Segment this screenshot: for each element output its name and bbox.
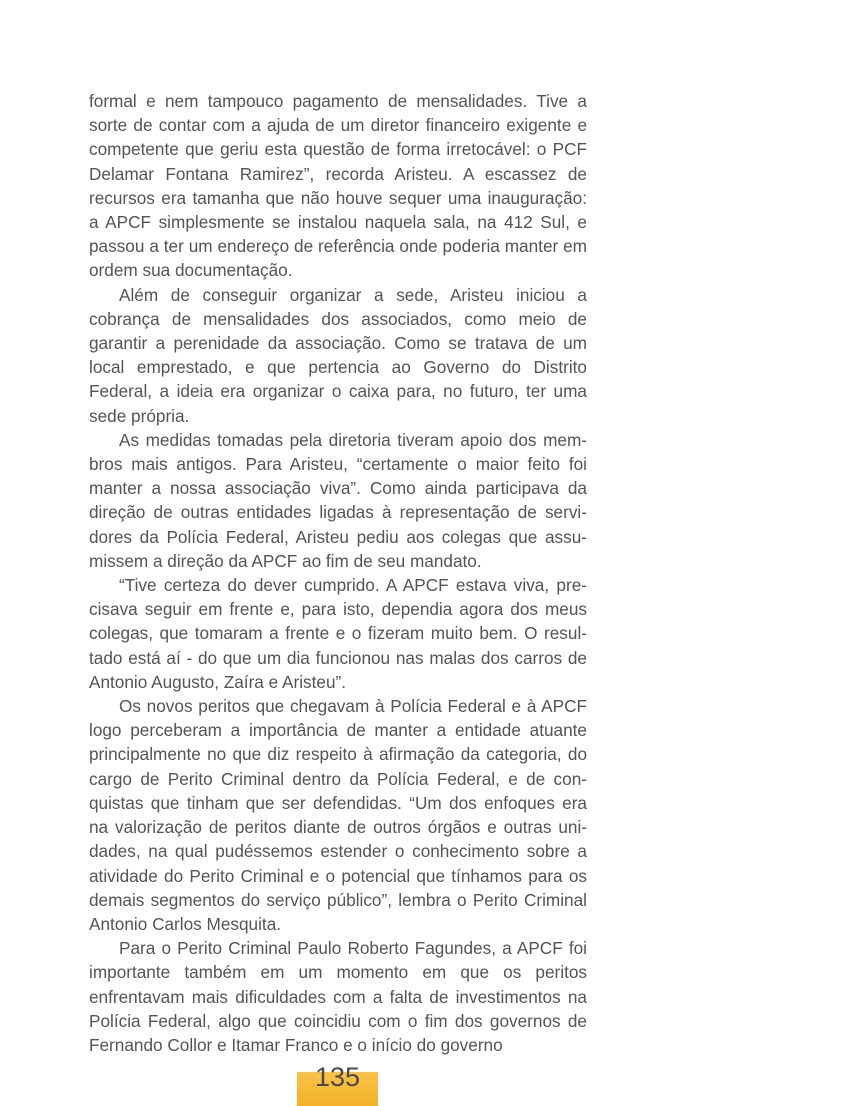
page-number: 135 bbox=[314, 1062, 361, 1092]
paragraph-3: As medidas tomadas pela diretoria tiveram apoio dos membros mais antigos. Para Aristeu, “certamente o maior feito foi manter a nossa associação viva”. Como ainda participava da direção de outras entidades ligadas à representação de servidores da Polícia Federal, Aristeu pediu aos colegas que assumissem a direção da APCF ao fim de seu mandato. bbox=[89, 429, 587, 571]
paragraph-2: Além de conseguir organizar a sede, Aristeu iniciou a cobrança de mensalidades dos associados, como meio de garantir a perenidade da associação. Como se tratava de um local emprestado, e que pertencia ao Governo do Distrito Federal, a ideia era organizar o caixa para, no futuro, ter uma sede própria. bbox=[89, 284, 587, 426]
body-text bbox=[89, 89, 587, 1057]
paragraph-6: Para o Perito Criminal Paulo Roberto Fagundes, a APCF foi importante também em um momento em que os peritos enfrentavam mais dificuldades com a falta de investimentos na Polícia Federal, algo que coincidiu com o fim dos governos de Fernando Collor e Itamar Franco e o início do governo bbox=[89, 938, 587, 1055]
paragraph-5: Os novos peritos que chegavam à Polícia Federal e à APCF logo perceberam a importância de manter a entidade atuante principalmente no que diz respeito à afirmação da categoria, do cargo de Perito Criminal dentro da Polícia Federal, e de conquistas que tinham que ser defendidas. “Um dos enfoques era na valorização de peritos diante de outros órgãos e outras unidades, na qual pudéssemos estender o conhecimento sobre a atividade do Perito Criminal e o potencial que tínhamos para os demais segmentos do serviço público”, lembra o Perito Criminal Antonio Carlos Mesquita. bbox=[89, 696, 587, 934]
paragraph-1: formal e nem tampouco pagamento de mensalidades. Tive a sorte de contar com a ajuda de um diretor financeiro exigente e competente que geriu esta questão de forma irretocável: o PCF Delamar Fontana Ramirez”, recorda Aristeu. A escassez de recursos era tamanha que não houve sequer uma inauguração: a APCF simplesmente se instalou naquela sala, na 412 Sul, e passou a ter um endereço de referência onde poderia manter em ordem sua documentação. bbox=[89, 91, 587, 281]
paragraph-4: “Tive certeza do dever cumprido. A APCF estava viva, precisava seguir em frente e, para isto, dependia agora dos meus colegas, que tomaram a frente e o fizeram muito bem. O resultado está aí - do que um dia funcionou nas malas dos carros de Antonio Augusto, Zaíra e Aristeu”. bbox=[89, 575, 587, 692]
